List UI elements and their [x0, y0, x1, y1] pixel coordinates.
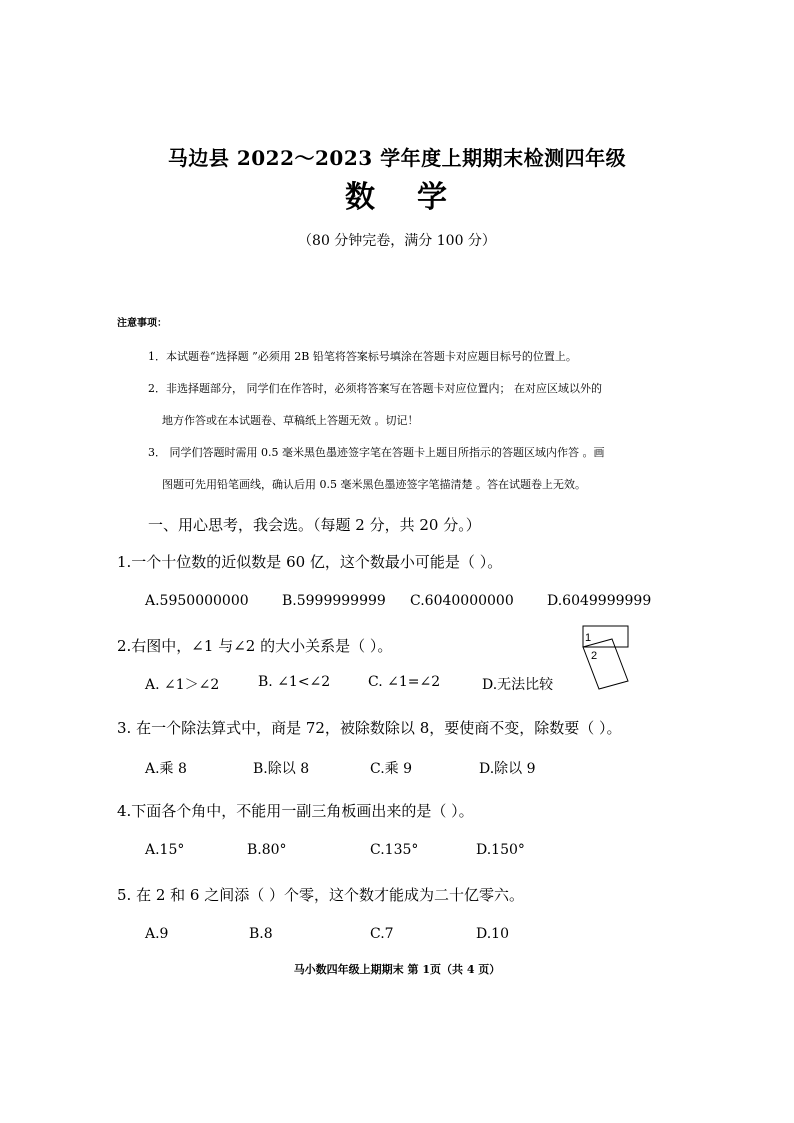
question-3: 3. 在一个除法算式中，商是 72，被除数除以 8，要使商不变，除数要（ ）。 [117, 719, 622, 737]
q4-option-c: C.135° [370, 842, 419, 858]
q5-option-c: C.7 [370, 926, 394, 942]
notice-item-3-cont: 图题可先用铅笔画线，确认后用 0.5 毫米黑色墨迹签字笔描清楚 。答在试题卷上无效。 [162, 478, 586, 491]
exam-title: 马边县 2022～2023 学年度上期期末检测四年级 [167, 146, 627, 170]
question-2: 2.右图中，∠1 与∠2 的大小关系是（ ）。 [117, 637, 393, 655]
notice-item-1: 1．本试题卷“选择题 ”必须用 2B 铅笔将答案标号填涂在答题卡对应题目标号的位置上。 [148, 350, 577, 363]
page-footer: 马小数四年级上期期末 第 1页（共 4 页） [293, 963, 501, 976]
notice-heading: 注意事项： [117, 318, 167, 329]
q3-option-a: A.乘 8 [145, 761, 187, 777]
q5-option-b: B.8 [249, 926, 273, 942]
q4-option-b: B.80° [247, 842, 287, 858]
q2-option-a: A. ∠1＞∠2 [145, 677, 220, 693]
q3-option-c: C.乘 9 [370, 761, 413, 777]
subject-char-2: 学 [417, 180, 449, 215]
q3-option-d: D.除以 9 [479, 761, 536, 777]
q1-option-a: A.5950000000 [145, 593, 249, 609]
subject-char-1: 数 [345, 180, 377, 215]
question-5: 5. 在 2 和 6 之间添（ ）个零，这个数才能成为二十亿零六。 [117, 886, 525, 904]
q3-option-b: B.除以 8 [253, 761, 310, 777]
section-1-title: 一、用心思考，我会选。（每题 2 分，共 20 分。） [148, 516, 481, 534]
subject-title [0, 172, 794, 216]
q2-option-d: D.无法比较 [482, 677, 554, 693]
notice-item-2: 2．非选择题部分， 同学们在作答时，必须将答案写在答题卡对应位置内； 在对应区域以外的 [148, 382, 602, 395]
q1-option-c: C.6040000000 [410, 593, 514, 609]
figure-label-2: 2 [591, 650, 598, 662]
q5-option-a: A.9 [145, 926, 169, 942]
q5-option-d: D.10 [476, 926, 509, 942]
notice-item-2-cont: 地方作答或在本试题卷、草稿纸上答题无效 。切记！ [162, 414, 419, 427]
q1-option-b: B.5999999999 [282, 593, 386, 609]
q1-option-d: D.6049999999 [547, 593, 652, 609]
figure-label-1: 1 [585, 632, 592, 644]
q4-option-d: D.150° [476, 842, 525, 858]
notice-item-3: 3． 同学们答题时需用 0.5 毫米黑色墨迹签字笔在答题卡上题目所指示的答题区域内作答 。画 [148, 446, 605, 459]
q2-option-b: B. ∠1<∠2 [258, 674, 331, 690]
question-4: 4.下面各个角中，不能用一副三角板画出来的是（ ）。 [117, 802, 474, 820]
question-1: 1.一个十位数的近似数是 60 亿，这个数最小可能是（ ）。 [117, 553, 503, 571]
exam-duration: （80 分钟完卷，满分 100 分） [298, 233, 496, 249]
q4-option-a: A.15° [145, 842, 185, 858]
q2-option-c: C. ∠1=∠2 [368, 674, 441, 690]
angle-figure [578, 623, 638, 693]
